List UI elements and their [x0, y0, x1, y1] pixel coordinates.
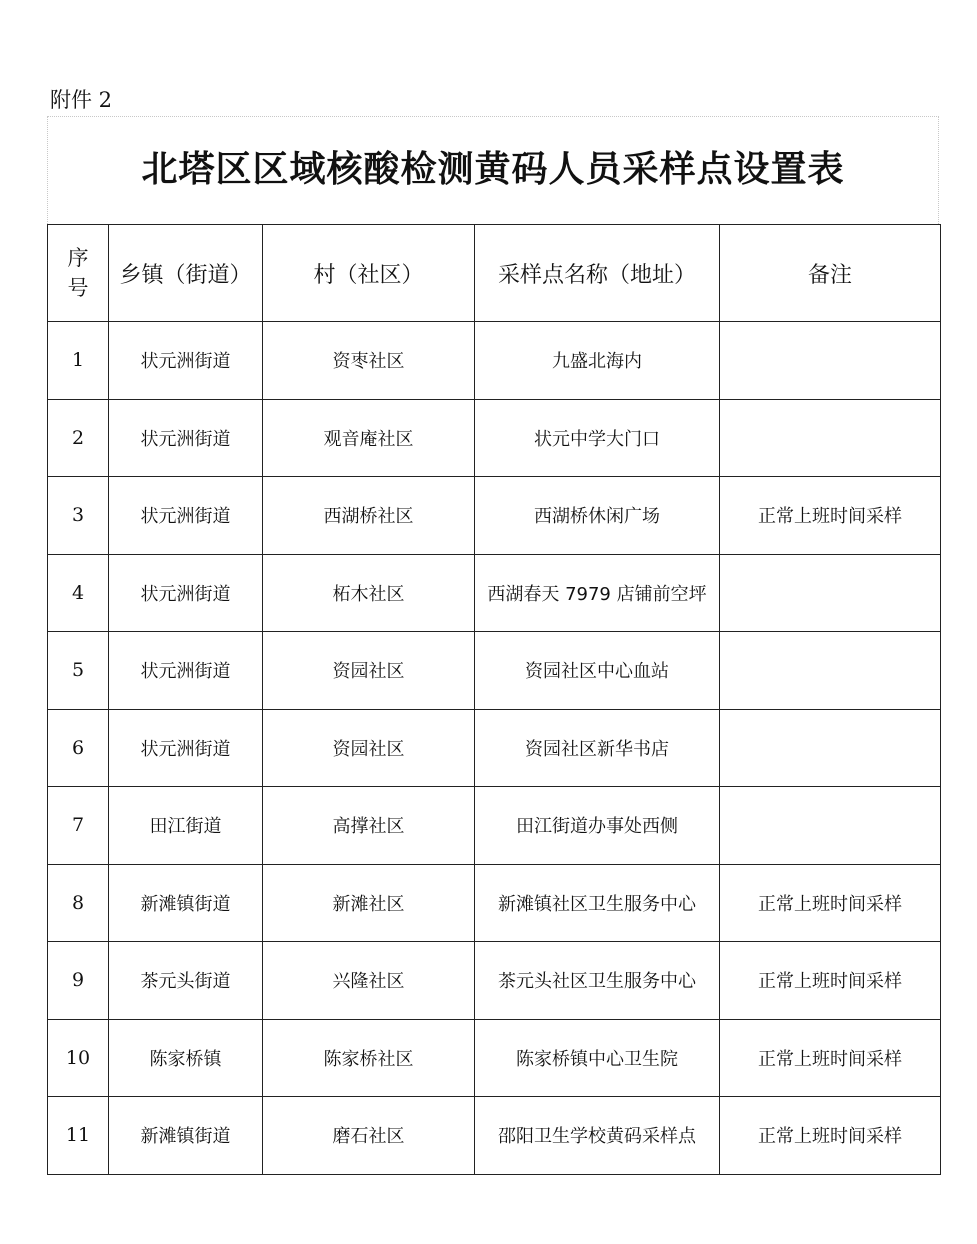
cell-seq: 2 — [48, 399, 109, 477]
cell-note — [720, 399, 941, 477]
cell-village: 资枣社区 — [263, 322, 475, 400]
table-row — [48, 864, 941, 942]
cell-note — [720, 322, 941, 400]
cell-note: 正常上班时间采样 — [720, 477, 941, 555]
table-row — [48, 477, 941, 555]
cell-site: 九盛北海内 — [475, 322, 720, 400]
cell-town: 状元洲街道 — [109, 554, 263, 632]
cell-village: 观音庵社区 — [263, 399, 475, 477]
cell-site: 陈家桥镇中心卫生院 — [475, 1019, 720, 1097]
cell-site: 资园社区新华书店 — [475, 709, 720, 787]
cell-site: 资园社区中心血站 — [475, 632, 720, 710]
cell-note — [720, 554, 941, 632]
cell-town: 新滩镇街道 — [109, 864, 263, 942]
header-site: 采样点名称（地址） — [475, 225, 720, 322]
cell-seq: 7 — [48, 787, 109, 865]
header-seq: 序号 — [48, 225, 109, 322]
cell-village: 柘木社区 — [263, 554, 475, 632]
table-row — [48, 554, 941, 632]
cell-seq: 5 — [48, 632, 109, 710]
cell-note: 正常上班时间采样 — [720, 1097, 941, 1175]
header-note: 备注 — [720, 225, 941, 322]
table-row — [48, 787, 941, 865]
cell-note: 正常上班时间采样 — [720, 864, 941, 942]
cell-seq: 4 — [48, 554, 109, 632]
cell-village: 新滩社区 — [263, 864, 475, 942]
cell-town: 陈家桥镇 — [109, 1019, 263, 1097]
cell-village: 资园社区 — [263, 632, 475, 710]
table-row — [48, 399, 941, 477]
cell-town: 状元洲街道 — [109, 709, 263, 787]
cell-note — [720, 787, 941, 865]
cell-note — [720, 709, 941, 787]
cell-site: 田江街道办事处西侧 — [475, 787, 720, 865]
cell-site: 西湖春天 7979 店铺前空坪 — [475, 554, 720, 632]
cell-site: 西湖桥休闲广场 — [475, 477, 720, 555]
cell-town: 新滩镇街道 — [109, 1097, 263, 1175]
cell-village: 高撑社区 — [263, 787, 475, 865]
cell-village: 西湖桥社区 — [263, 477, 475, 555]
table-row — [48, 1019, 941, 1097]
attachment-label: 附件 2 — [50, 88, 113, 112]
cell-seq: 1 — [48, 322, 109, 400]
table-row — [48, 709, 941, 787]
cell-site: 邵阳卫生学校黄码采样点 — [475, 1097, 720, 1175]
cell-village: 资园社区 — [263, 709, 475, 787]
cell-town: 状元洲街道 — [109, 477, 263, 555]
table-row — [48, 1097, 941, 1175]
cell-village: 磨石社区 — [263, 1097, 475, 1175]
cell-village: 兴隆社区 — [263, 942, 475, 1020]
page-title: 北塔区区域核酸检测黄码人员采样点设置表 — [141, 149, 845, 190]
table-row — [48, 942, 941, 1020]
table-row — [48, 632, 941, 710]
cell-seq: 8 — [48, 864, 109, 942]
cell-site: 状元中学大门口 — [475, 399, 720, 477]
table-row — [48, 322, 941, 400]
cell-town: 状元洲街道 — [109, 322, 263, 400]
cell-note — [720, 632, 941, 710]
cell-village: 陈家桥社区 — [263, 1019, 475, 1097]
cell-note: 正常上班时间采样 — [720, 942, 941, 1020]
sampling-site-table — [47, 224, 941, 1175]
header-town: 乡镇（街道） — [109, 225, 263, 322]
cell-note: 正常上班时间采样 — [720, 1019, 941, 1097]
table-header-row — [48, 225, 941, 322]
header-village: 村（社区） — [263, 225, 475, 322]
cell-seq: 3 — [48, 477, 109, 555]
cell-town: 状元洲街道 — [109, 632, 263, 710]
cell-seq: 10 — [48, 1019, 109, 1097]
cell-town: 田江街道 — [109, 787, 263, 865]
cell-seq: 9 — [48, 942, 109, 1020]
cell-site: 茶元头社区卫生服务中心 — [475, 942, 720, 1020]
cell-town: 状元洲街道 — [109, 399, 263, 477]
cell-seq: 6 — [48, 709, 109, 787]
cell-site: 新滩镇社区卫生服务中心 — [475, 864, 720, 942]
cell-seq: 11 — [48, 1097, 109, 1175]
cell-town: 茶元头街道 — [109, 942, 263, 1020]
